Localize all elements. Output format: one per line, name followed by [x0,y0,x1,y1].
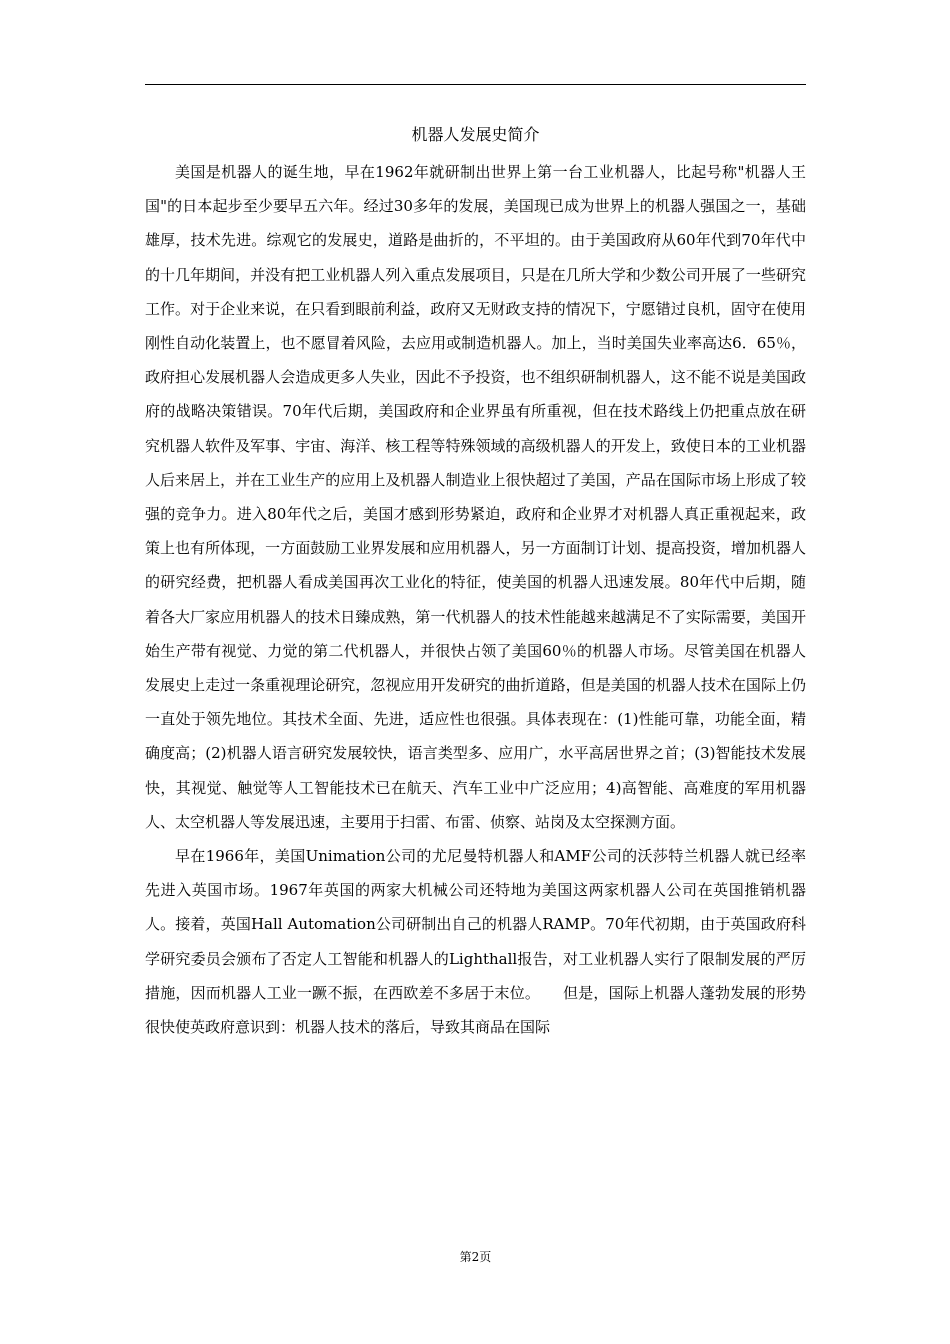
page-number: 第2页 [459,1250,492,1264]
paragraph-1: 美国是机器人的诞生地，早在1962年就研制出世界上第一台工业机器人，比起号称"机器人王国"的日本起步至少要早五六年。经过30多年的发展，美国现已成为世界上的机器人强国之一，基础雄厚，技术先进。综观它的发展史，道路是曲折的，不平坦的。由于美国政府从60年代到70年代中的十几年期间，并没有把工业机器人列入重点发展项目，只是在几所大学和少数公司开展了一些研究工作。对于企业来说，在只看到眼前利益，政府又无财政支持的情况下，宁愿错过良机，固守在使用刚性自动化装置上，也不愿冒着风险，去应用或制造机器人。加上，当时美国失业率高达6．65％，政府担心发展机器人会造成更多人失业，因此不予投资，也不组织研制机器人，这不能不说是美国政府的战略决策错误。70年代后期，美国政府和企业界虽有所重视，但在技术路线上仍把重点放在研究机器人软件及军事、宇宙、海洋、核工程等特殊领域的高级机器人的开发上，致使日本的工业机器人后来居上，并在工业生产的应用上及机器人制造业上很快超过了美国，产品在国际市场上形成了较强的竞争力。进入80年代之后，美国才感到形势紧迫，政府和企业界才对机器人真正重视起来，政策上也有所体现，一方面鼓励工业界发展和应用机器人，另一方面制订计划、提高投资，增加机器人的研究经费，把机器人看成美国再次工业化的特征，使美国的机器人迅速发展。80年代中后期，随着各大厂家应用机器人的技术日臻成熟，第一代机器人的技术性能越来越满足不了实际需要，美国开始生产带有视觉、力觉的第二代机器人，并很快占领了美国60％的机器人市场。尽管美国在机器人发展史上走过一条重视理论研究，忽视应用开发研究的曲折道路，但是美国的机器人技术在国际上仍一直处于领先地位。其技术全面、先进，适应性也很强。具体表现在：(1)性能可靠，功能全面，精确度高；(2)机器人语言研究发展较快，语言类型多、应用广，水平高居世界之首；(3)智能技术发展快，其视觉、触觉等人工智能技术已在航天、汽车工业中广泛应用；4)高智能、高难度的军用机器人、太空机器人等发展迅速，主要用于扫雷、布雷、侦察、站岗及太空探测方面。 [145,163,806,831]
paragraph-2: 早在1966年，美国Unimation公司的尤尼曼特机器人和AMF公司的沃莎特兰机器人就已经率先进入英国市场。1967年英国的两家大机械公司还特地为美国这两家机器人公司在英国推销机器人。接着，英国Hall Automation公司研制出自己的机器人RAMP。70年代初期，由于英国政府科学研究委员会颁布了否定人工智能和机器人的Lighthall报告，对工业机器人实行了限制发展的严厉措施，因而机器人工业一蹶不振，在西欧差不多居于末位。 但是，国际上机器人蓬勃发展的形势很快使英政府意识到：机器人技术的落后，导致其商品在国际 [145,847,806,1037]
document-body [145,155,806,1044]
document-title: 机器人发展史简介 [411,125,540,144]
header-rule [145,84,806,85]
